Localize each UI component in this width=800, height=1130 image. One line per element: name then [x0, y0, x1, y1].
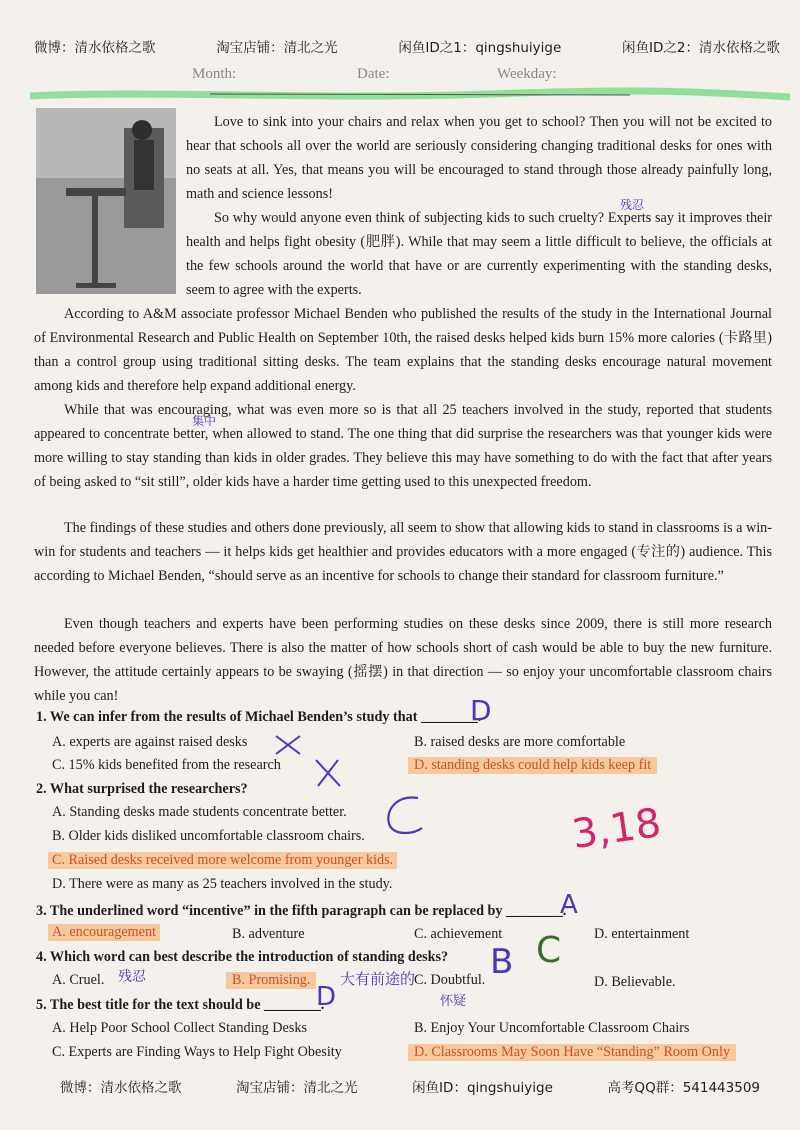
question-3: 3. The underlined word “incentive” in the fifth paragraph can be replaced by ________.	[36, 903, 567, 919]
q3-option-c[interactable]: C. achievement	[414, 926, 503, 942]
q2-option-d[interactable]: D. There were as many as 25 teachers involved in the study.	[52, 876, 393, 892]
green-marker-line	[30, 86, 790, 104]
page-footer	[60, 1076, 760, 1096]
q2-option-b[interactable]: B. Older kids disliked uncomfortable classroom chairs.	[52, 828, 365, 844]
note-cruel: 残忍	[118, 969, 146, 985]
q4-option-d[interactable]: D. Believable.	[594, 974, 676, 990]
paragraph-6: Even though teachers and experts have been performing studies on these desks since 2009, there is still more research needed before everyone believes. There is also the matter of how schools short of cash would be able to buy the new furniture. However, the attitude certainly appears to be swaying (摇摆) in that direction — so enjoy your uncomfortable classroom chairs while you can!	[34, 616, 772, 704]
q1-option-d[interactable]: D. standing desks could help kids keep fit	[408, 757, 657, 774]
question-2: 2. What surprised the researchers?	[36, 781, 248, 797]
page-header	[34, 36, 780, 56]
paragraph-2: So why would anyone even think of subjecting kids to such cruelty? Experts say it improves their health and helps fight obesity (肥胖). While that may seem a little difficult to believe, the officials at the few schools around the world that have or are currently experimenting with the standing desks, seem to agree with the experts.	[186, 210, 772, 298]
q1-option-b[interactable]: B. raised desks are more comfortable	[414, 734, 626, 750]
classroom-photo	[36, 108, 176, 294]
paragraph-1: Love to sink into your chairs and relax when you get to school? Then you will not be excited to hear that schools all over the world are seriously considering changing traditional desks for ones with no seats at all. Yes, that means you will be encouraged to stand through those already painfully long, math and science lessons!	[186, 114, 772, 202]
question-4: 4. Which word can best describe the introduction of standing desks?	[36, 949, 449, 965]
q2-option-c[interactable]: C. Raised desks received more welcome from younger kids.	[48, 852, 397, 869]
header-weibo: 微博：清水依格之歌	[34, 40, 156, 56]
q5-option-d[interactable]: D. Classrooms May Soon Have “Standing” Room Only	[408, 1044, 736, 1061]
handwritten-c-mark	[380, 790, 430, 840]
handwritten-answer-4: B	[490, 942, 514, 982]
header-xianyu-1: 闲鱼ID之1：qingshuiyige	[398, 40, 562, 56]
q2-option-a[interactable]: A. Standing desks made students concentrate better.	[52, 804, 347, 820]
handwritten-answer-3: A	[560, 890, 578, 920]
q4-option-c[interactable]: C. Doubtful.	[414, 972, 486, 988]
q5-option-a[interactable]: A. Help Poor School Collect Standing Desks	[52, 1020, 307, 1036]
question-5: 5. The best title for the text should be ________.	[36, 997, 325, 1013]
note-cruelty: 残忍	[620, 198, 645, 212]
note-concentrate: 集中	[192, 414, 217, 428]
weekday-label: Weekday:	[497, 66, 557, 82]
handwritten-answer-1: D	[470, 694, 492, 727]
handwritten-answer-5: D	[316, 982, 337, 1012]
q4-option-b[interactable]: B. Promising.	[226, 972, 316, 989]
question-1: 1. We can infer from the results of Michael Benden’s study that ________.	[36, 709, 482, 725]
date-label: Date:	[357, 66, 390, 82]
q3-option-d[interactable]: D. entertainment	[594, 926, 690, 942]
header-taobao: 淘宝店铺：清北之光	[216, 40, 338, 56]
footer-xianyu: 闲鱼ID：qingshuiyige	[412, 1080, 553, 1096]
header-xianyu-2: 闲鱼ID之2：清水依格之歌	[622, 40, 780, 56]
footer-taobao: 淘宝店铺：清北之光	[236, 1080, 358, 1096]
footer-qq: 高考QQ群：541443509	[607, 1080, 760, 1096]
paragraph-3: According to A&M associate professor Michael Benden who published the results of the study in the International Journal of Environmental Research and Public Health on September 10th, the raised desks helped kids burn 15% more calories (卡路里) than a control group using traditional sitting desks. The team explains that the standing desks encourage natural movement among kids and therefore help expand additional energy.	[34, 306, 772, 394]
cross-mark-icons	[270, 730, 350, 790]
q1-option-c[interactable]: C. 15% kids benefited from the research	[52, 757, 281, 773]
score-mark: 3,18	[569, 800, 664, 858]
handwritten-answer-4-correction: C	[536, 930, 562, 971]
paragraph-4: While that was encouraging, what was even more so is that all 25 teachers involved in the study, reported that students appeared to concentrate better, when allowed to stand. The one thing that did surprise the researchers was that younger kids were more willing to stay standing than kids in older grades. They believe this may have something to do with the fact that after years of being asked to “sit still”, older kids have a harder time getting used to this unexpected freedom.	[34, 402, 772, 490]
q5-option-c[interactable]: C. Experts are Finding Ways to Help Fight Obesity	[52, 1044, 342, 1060]
footer-weibo: 微博：清水依格之歌	[60, 1080, 182, 1096]
q1-option-a[interactable]: A. experts are against raised desks	[52, 734, 248, 750]
q3-option-a[interactable]: A. encouragement	[48, 924, 160, 941]
month-label: Month:	[192, 66, 237, 82]
note-doubtful: 怀疑	[440, 994, 467, 1009]
q4-option-a[interactable]: A. Cruel.	[52, 972, 105, 988]
paragraph-5: The findings of these studies and others done previously, all seem to show that allowing kids to stand in classrooms is a win-win for students and teachers — it helps kids get healthier and provides educators with a more engaged (专注的) audience. This according to Michael Benden, “should serve as an incentive for schools to change their standard for classroom furniture.”	[34, 520, 772, 584]
note-promising: 大有前途的	[340, 970, 416, 988]
q5-option-b[interactable]: B. Enjoy Your Uncomfortable Classroom Chairs	[414, 1020, 690, 1036]
q3-option-b[interactable]: B. adventure	[232, 926, 305, 942]
